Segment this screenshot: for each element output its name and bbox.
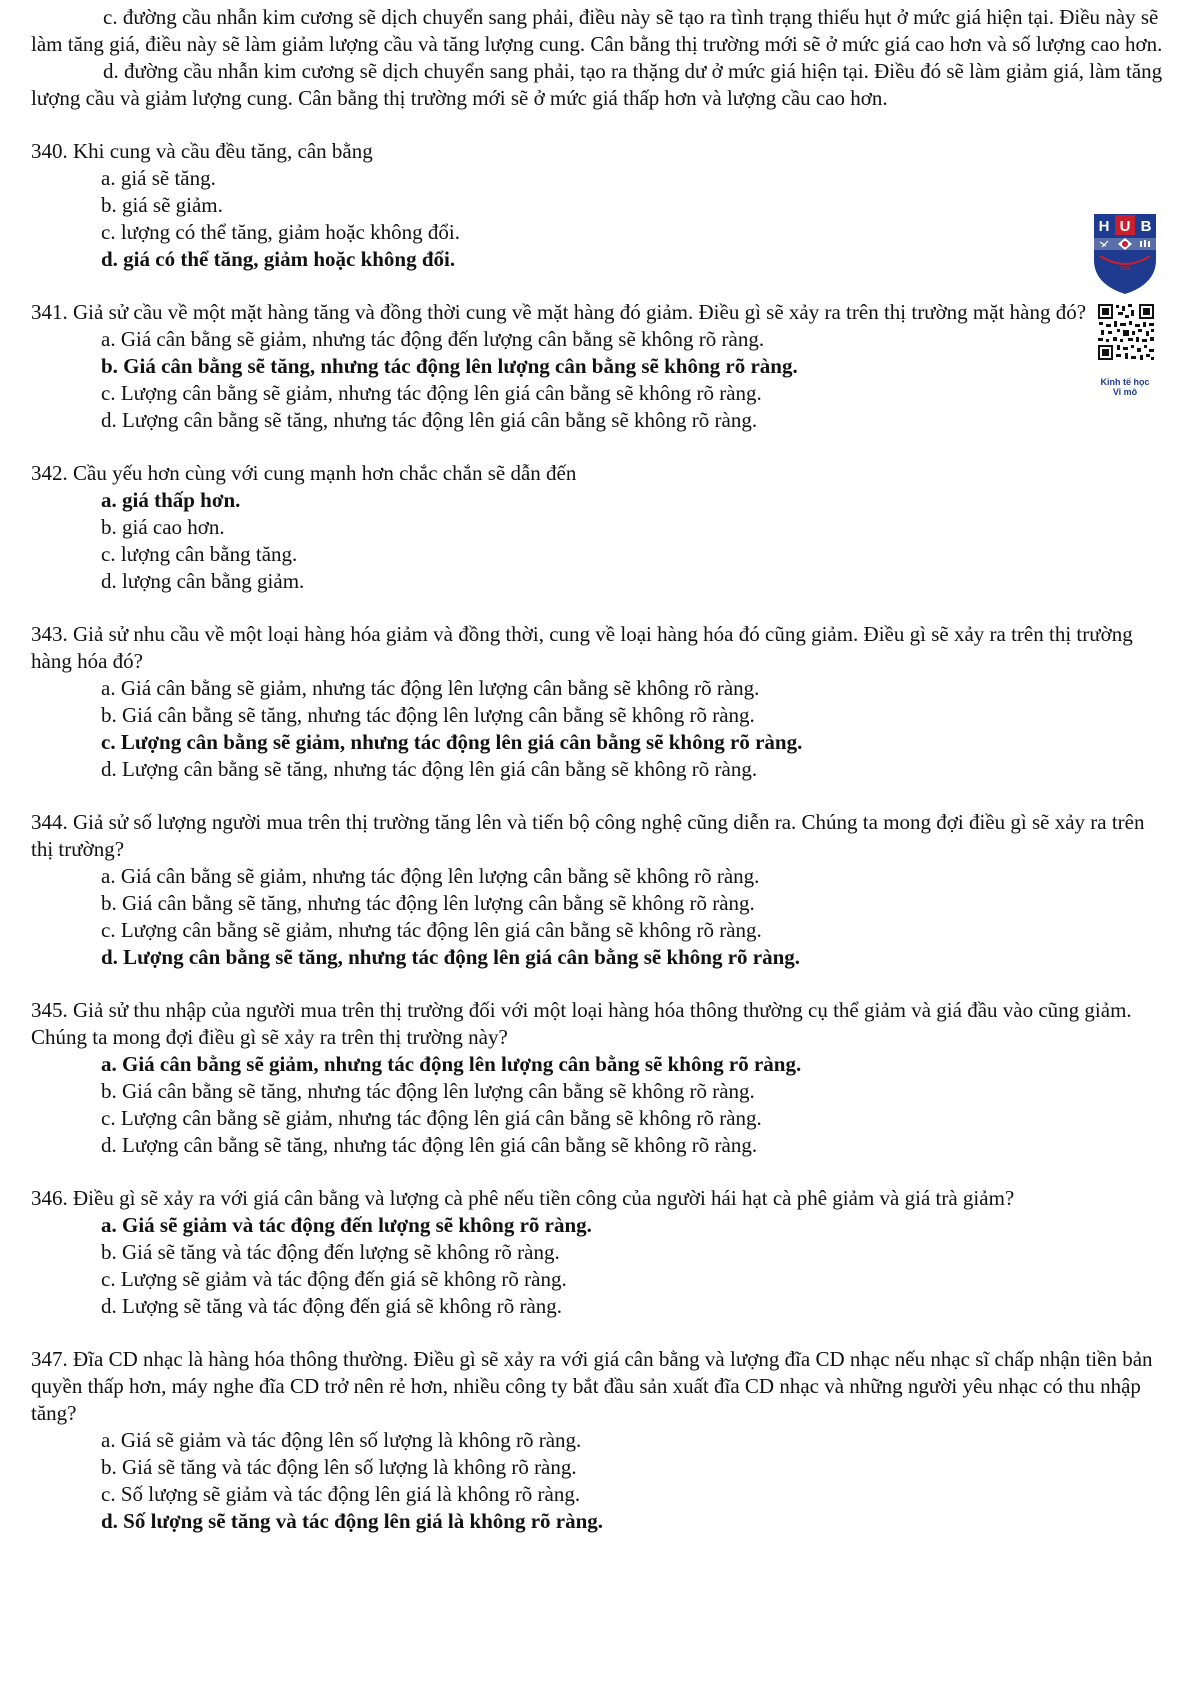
answer-option: c. Lượng cân bằng sẽ giảm, nhưng tác động lên giá cân bằng sẽ không rõ ràng. [101,918,762,942]
option-text: d. đường cầu nhẫn kim cương sẽ dịch chuyển sang phải, tạo ra thặng dư ở mức giá hiện tại. Điều đó sẽ làm giảm giá, làm tăng lượng cầu và giảm lượng cung. Cân bằng thị trường mới sẽ ở mức giá thấp hơn và lượng cầu cao hơn. [31,59,1163,110]
question-block [31,460,1171,595]
answer-option: c. lượng cân bằng tăng. [101,542,298,566]
question-stem: 343. Giả sử nhu cầu về một loại hàng hóa giảm và đồng thời, cung về loại hàng hóa đó cũng giảm. Điều gì sẽ xảy ra trên thị trường hàng hóa đó? [31,622,1133,673]
answer-option: a. Giá cân bằng sẽ giảm, nhưng tác động lên lượng cân bằng sẽ không rõ ràng. [101,676,760,700]
answer-option: b. Giá sẽ tăng và tác động đến lượng sẽ không rõ ràng. [101,1240,560,1264]
logo-letter-h: H [1098,218,1110,235]
answer-option: b. Giá cân bằng sẽ tăng, nhưng tác động lên lượng cân bằng sẽ không rõ ràng. [101,1079,755,1103]
answer-option: a. Giá sẽ giảm và tác động lên số lượng là không rõ ràng. [101,1428,582,1452]
answer-option-correct: a. giá thấp hơn. [101,488,241,512]
question-list [31,138,1171,1535]
answer-option-correct: c. Lượng cân bằng sẽ giảm, nhưng tác động lên giá cân bằng sẽ không rõ ràng. [101,730,803,754]
answer-option: b. giá cao hơn. [101,515,225,539]
question-stem: 340. Khi cung và cầu đều tăng, cân bằng [31,139,373,163]
answer-option-correct: d. Lượng cân bằng sẽ tăng, nhưng tác động lên giá cân bằng sẽ không rõ ràng. [101,945,801,969]
answer-option: c. Lượng cân bằng sẽ giảm, nhưng tác động lên giá cân bằng sẽ không rõ ràng. [101,381,762,405]
answer-option: b. Giá cân bằng sẽ tăng, nhưng tác động lên lượng cân bằng sẽ không rõ ràng. [101,703,755,727]
answer-option-correct: d. Số lượng sẽ tăng và tác động lên giá là không rõ ràng. [101,1509,604,1533]
answer-option: d. Lượng cân bằng sẽ tăng, nhưng tác động lên giá cân bằng sẽ không rõ ràng. [101,1133,758,1157]
document-body [31,4,1171,1535]
answer-option: b. giá sẽ giảm. [101,193,223,217]
question-block [31,1185,1171,1320]
answer-option: a. Giá cân bằng sẽ giảm, nhưng tác động lên lượng cân bằng sẽ không rõ ràng. [101,864,760,888]
question-block [31,997,1171,1159]
question-stem: 344. Giả sử số lượng người mua trên thị trường tăng lên và tiến bộ công nghệ cũng diễn ra. Chúng ta mong đợi điều gì sẽ xảy ra trên thị trường? [31,810,1145,861]
option-text: c. đường cầu nhẫn kim cương sẽ dịch chuyển sang phải, điều này sẽ tạo ra tình trạng thiếu hụt ở mức giá hiện tại. Điều này sẽ làm tăng giá, điều này sẽ làm giảm lượng cầu và tăng lượng cung. Cân bằng thị trường mới sẽ ở mức giá cao hơn và số lượng cao hơn. [31,5,1163,56]
question-stem: 346. Điều gì sẽ xảy ra với giá cân bằng và lượng cà phê nếu tiền công của người hái hạt cà phê giảm và giá trà giảm? [31,1186,1015,1210]
question-stem: 345. Giả sử thu nhập của người mua trên thị trường đối với một loại hàng hóa thông thường cụ thể giảm và giá đầu vào cũng giảm. Chúng ta mong đợi điều gì sẽ xảy ra trên thị trường này? [31,998,1132,1049]
badge-caption-subject: Kinh tế học [1100,377,1150,387]
question-stem: 347. Đĩa CD nhạc là hàng hóa thông thường. Điều gì sẽ xảy ra với giá cân bằng và lượng đĩa CD nhạc nếu nhạc sĩ chấp nhận tiền bản quyền thấp hơn, máy nghe đĩa CD trở nên rẻ hơn, nhiều công ty bắt đầu sản xuất đĩa CD nhạc và những người yêu nhạc có thu nhập tăng? [31,1347,1153,1425]
previous-question-tail [31,4,1171,112]
answer-option: c. Số lượng sẽ giảm và tác động lên giá là không rõ ràng. [101,1482,581,1506]
badge-caption-course: Vi mô [1112,387,1138,397]
logo-letter-b: B [1140,218,1152,235]
answer-option: c. Lượng sẽ giảm và tác động đến giá sẽ không rõ ràng. [101,1267,567,1291]
question-block [31,138,1171,273]
question-stem: 342. Cầu yếu hơn cùng với cung mạnh hơn chắc chắn sẽ dẫn đến [31,461,577,485]
answer-option: d. lượng cân bằng giảm. [101,569,305,593]
answer-option: d. Lượng cân bằng sẽ tăng, nhưng tác động lên giá cân bằng sẽ không rõ ràng. [101,408,758,432]
answer-option: d. Lượng cân bằng sẽ tăng, nhưng tác động lên giá cân bằng sẽ không rõ ràng. [101,757,758,781]
answer-option-correct: b. Giá cân bằng sẽ tăng, nhưng tác động lên lượng cân bằng sẽ không rõ ràng. [101,354,798,378]
question-block [31,621,1171,783]
logo-year: 1976 [1119,266,1131,272]
answer-option: a. Giá cân bằng sẽ giảm, nhưng tác động đến lượng cân bằng sẽ không rõ ràng. [101,327,765,351]
answer-option: c. lượng có thể tăng, giảm hoặc không đổi. [101,220,460,244]
question-stem: 341. Giả sử cầu về một mặt hàng tăng và đồng thời cung về mặt hàng đó giảm. Điều gì sẽ xảy ra trên thị trường mặt hàng đó? [31,300,1087,324]
question-block [31,809,1171,971]
answer-option: a. giá sẽ tăng. [101,166,216,190]
answer-option: b. Giá cân bằng sẽ tăng, nhưng tác động lên lượng cân bằng sẽ không rõ ràng. [101,891,755,915]
answer-option: b. Giá sẽ tăng và tác động lên số lượng là không rõ ràng. [101,1455,577,1479]
question-block [31,299,1171,434]
question-block [31,1346,1171,1535]
answer-option-correct: a. Giá cân bằng sẽ giảm, nhưng tác động lên lượng cân bằng sẽ không rõ ràng. [101,1052,802,1076]
logo-letter-u: U [1119,218,1131,235]
answer-option-correct: a. Giá sẽ giảm và tác động đến lượng sẽ không rõ ràng. [101,1213,592,1237]
answer-option-correct: d. giá có thể tăng, giảm hoặc không đổi. [101,247,456,271]
answer-option: c. Lượng cân bằng sẽ giảm, nhưng tác động lên giá cân bằng sẽ không rõ ràng. [101,1106,762,1130]
answer-option: d. Lượng sẽ tăng và tác động đến giá sẽ không rõ ràng. [101,1294,563,1318]
